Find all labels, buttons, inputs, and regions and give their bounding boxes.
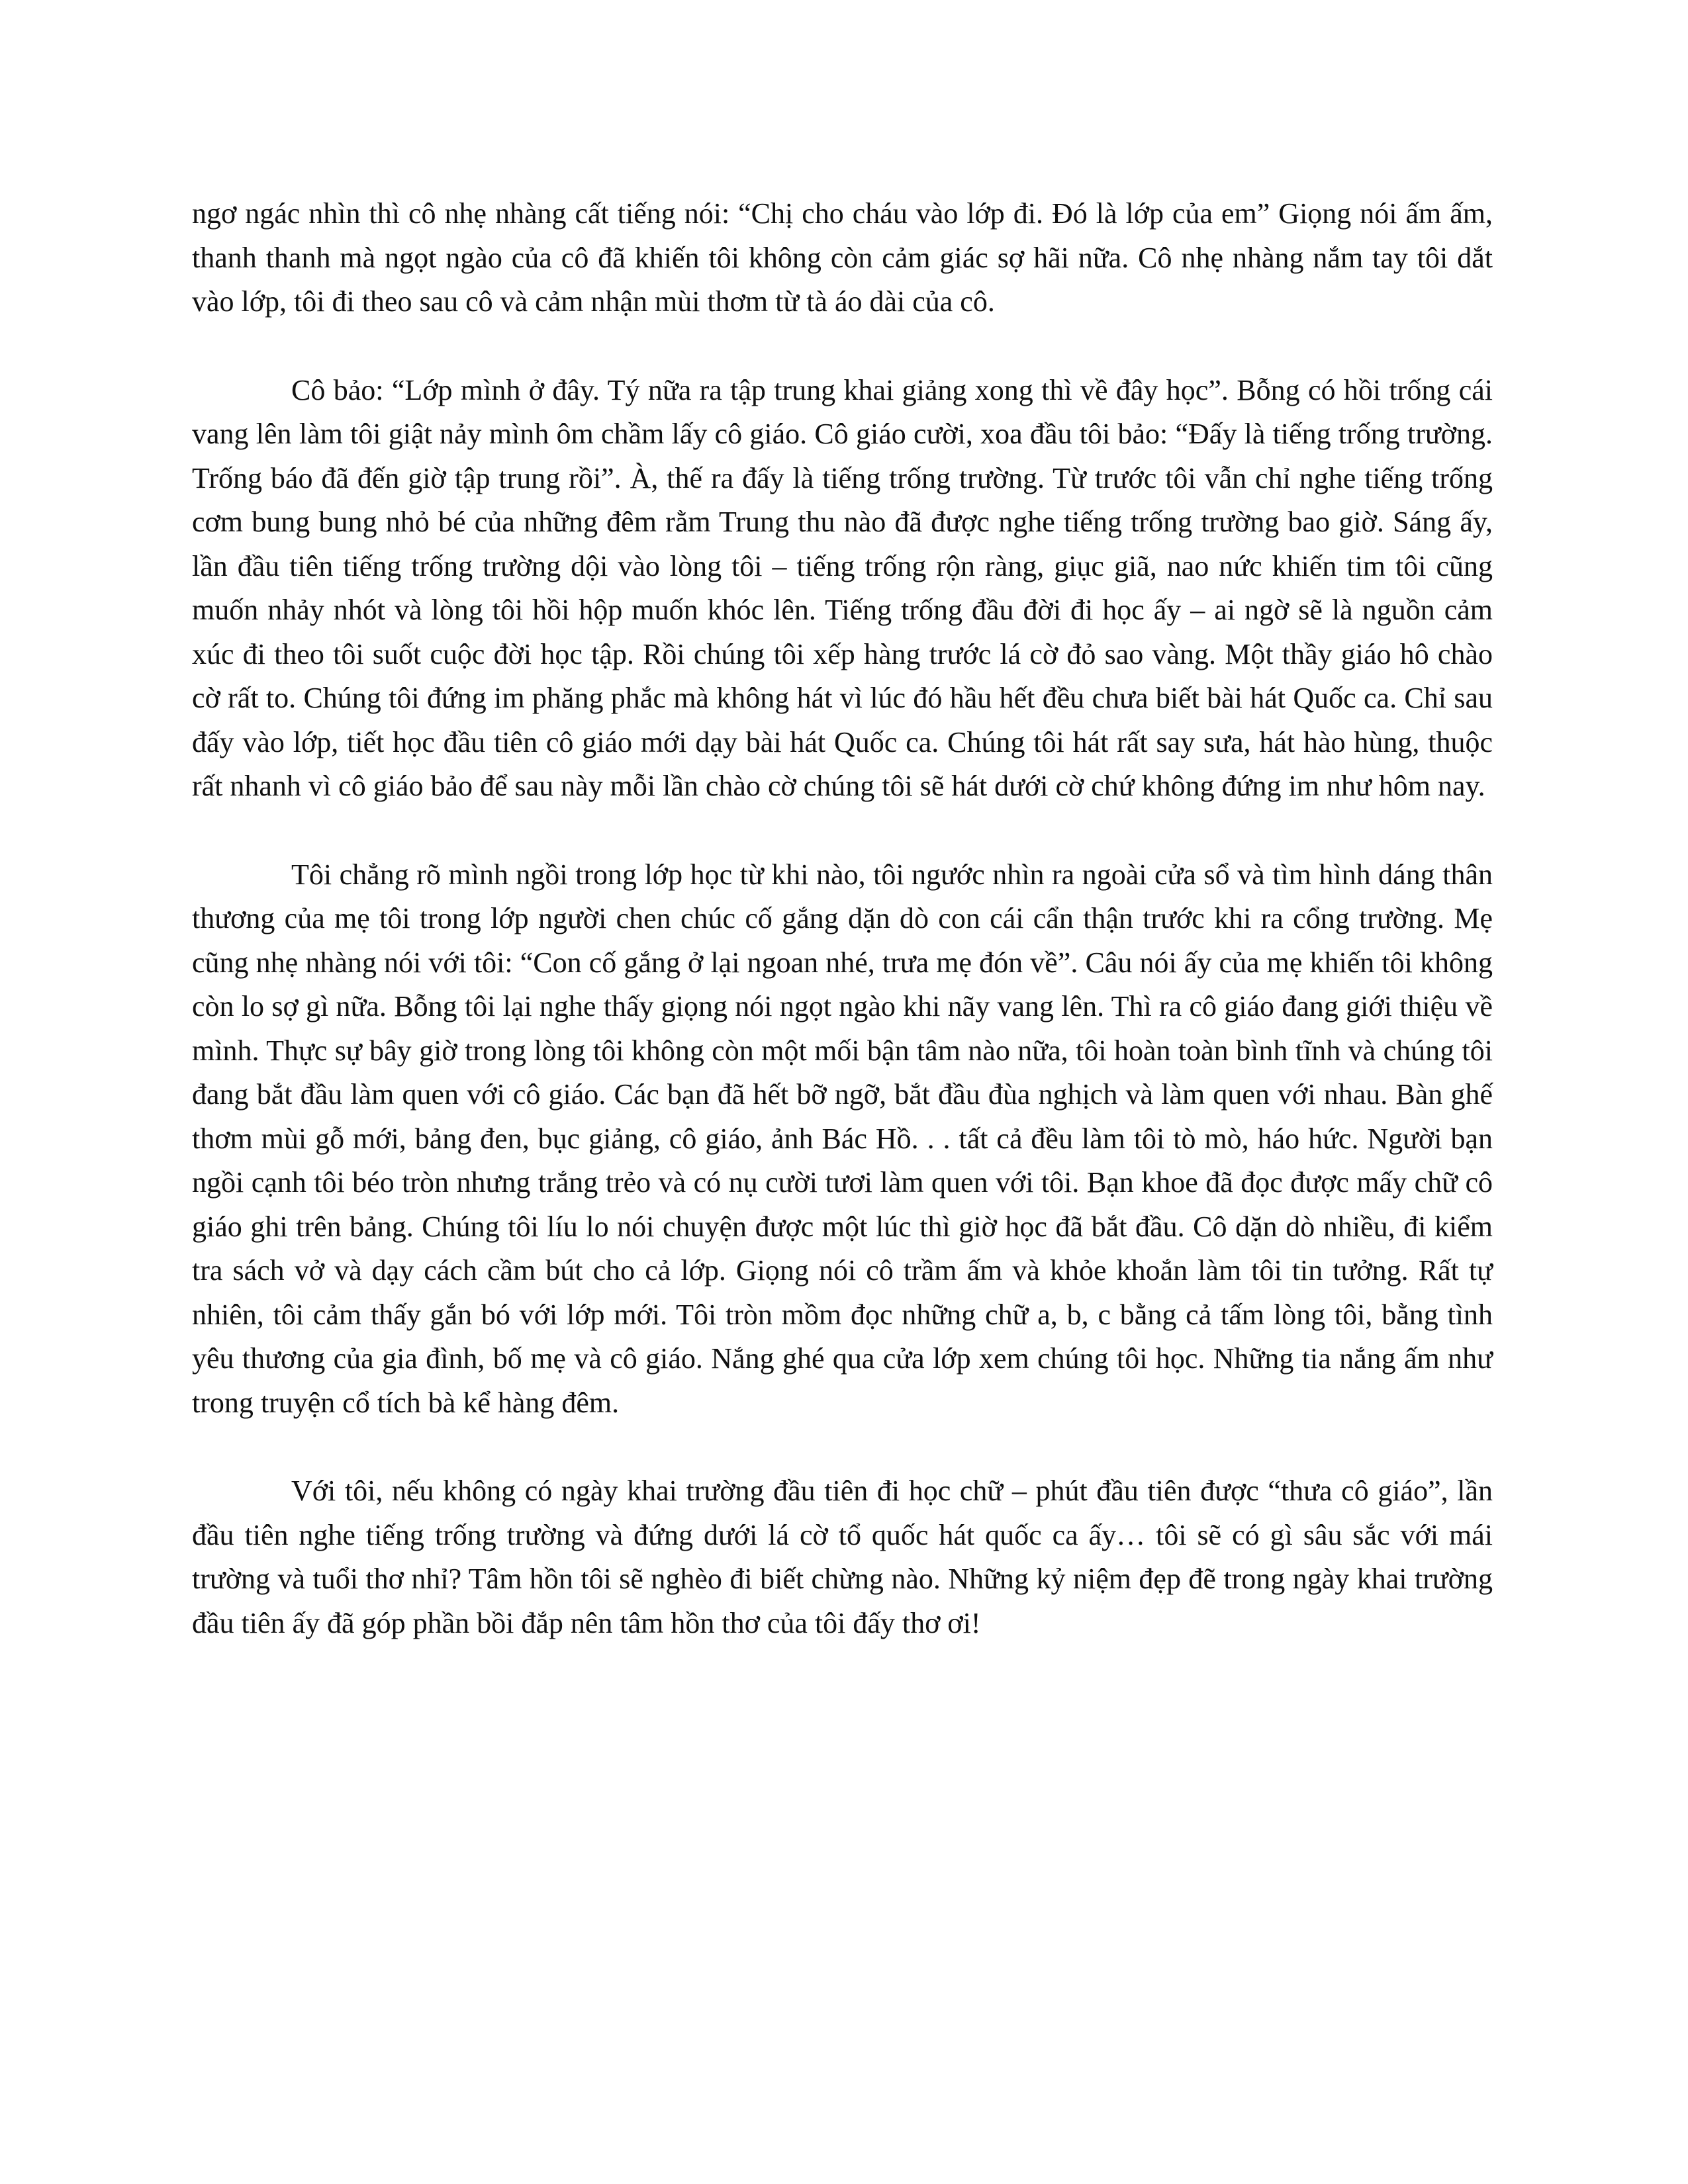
paragraph-2: Cô bảo: “Lớp mình ở đây. Tý nữa ra tập trung khai giảng xong thì về đây học”. Bỗng có hồi trống cái vang lên làm tôi giật nảy mình ôm chầm lấy cô giáo. Cô giáo cười, xoa đầu tôi bảo: “Đấy là tiếng trống trường. Trống báo đã đến giờ tập trung rồi”. À, thế ra đấy là tiếng trống trường. Từ trước tôi vẫn chỉ nghe tiếng trống cơm bung bung nhỏ bé của những đêm rằm Trung thu nào đã được nghe tiếng trống trường bao giờ. Sáng ấy, lần đầu tiên tiếng trống trường dội vào lòng tôi – tiếng trống rộn ràng, giục giã, nao nức khiến tim tôi cũng muốn nhảy nhót và lòng tôi hồi hộp muốn khóc lên. Tiếng trống đầu đời đi học ấy – ai ngờ sẽ là nguồn cảm xúc đi theo tôi suốt cuộc đời học tập. Rồi chúng tôi xếp hàng trước lá cờ đỏ sao vàng. Một thầy giáo hô chào cờ rất to. Chúng tôi đứng im phăng phắc mà không hát vì lúc đó hầu hết đều chưa biết bài hát Quốc ca. Chỉ sau đấy vào lớp, tiết học đầu tiên cô giáo mới dạy bài hát Quốc ca. Chúng tôi hát rất say sưa, hát hào hùng, thuộc rất nhanh vì cô giáo bảo để sau này mỗi lần chào cờ chúng tôi sẽ hát dưới cờ chứ không đứng im như hôm nay. [192,373,1493,802]
document-page [192,192,1493,1645]
paragraph-4: Với tôi, nếu không có ngày khai trường đầu tiên đi học chữ – phút đầu tiên được “thưa cô giáo”, lần đầu tiên nghe tiếng trống trường và đứng dưới lá cờ tổ quốc hát quốc ca ấy… tôi sẽ có gì sâu sắc với mái trường và tuổi thơ nhỉ? Tâm hồn tôi sẽ nghèo đi biết chừng nào. Những kỷ niệm đẹp đẽ trong ngày khai trường đầu tiên ấy đã góp phần bồi đắp nên tâm hồn thơ của tôi đấy thơ ơi! [192,1475,1493,1639]
paragraph-3: Tôi chẳng rõ mình ngồi trong lớp học từ khi nào, tôi ngước nhìn ra ngoài cửa sổ và tìm hình dáng thân thương của mẹ tôi trong lớp người chen chúc cố gắng dặn dò con cái cẩn thận trước khi ra cổng trường. Mẹ cũng nhẹ nhàng nói với tôi: “Con cố gắng ở lại ngoan nhé, trưa mẹ đón về”. Câu nói ấy của mẹ khiến tôi không còn lo sợ gì nữa. Bỗng tôi lại nghe thấy giọng nói ngọt ngào khi nãy vang lên. Thì ra cô giáo đang giới thiệu về mình. Thực sự bây giờ trong lòng tôi không còn một mối bận tâm nào nữa, tôi hoàn toàn bình tĩnh và chúng tôi đang bắt đầu làm quen với cô giáo. Các bạn đã hết bỡ ngỡ, bắt đầu đùa nghịch và làm quen với nhau. Bàn ghế thơm mùi gỗ mới, bảng đen, bục giảng, cô giáo, ảnh Bác Hồ. . . tất cả đều làm tôi tò mò, háo hức. Người bạn ngồi cạnh tôi béo tròn nhưng trắng trẻo và có nụ cười tươi làm quen với tôi. Bạn khoe đã đọc được mấy chữ cô giáo ghi trên bảng. Chúng tôi líu lo nói chuyện được một lúc thì giờ học đã bắt đầu. Cô dặn dò nhiều, đi kiểm tra sách vở và dạy cách cầm bút cho cả lớp. Giọng nói cô trầm ấm và khỏe khoắn làm tôi tin tưởng. Rất tự nhiên, tôi cảm thấy gắn bó với lớp mới. Tôi tròn mồm đọc những chữ a, b, c bằng cả tấm lòng tôi, bằng tình yêu thương của gia đình, bố mẹ và cô giáo. Nắng ghé qua cửa lớp xem chúng tôi học. Những tia nắng ấm như trong truyện cổ tích bà kể hàng đêm. [192,858,1493,1419]
paragraph-1: ngơ ngác nhìn thì cô nhẹ nhàng cất tiếng nói: “Chị cho cháu vào lớp đi. Đó là lớp của em” Giọng nói ấm ấm, thanh thanh mà ngọt ngào của cô đã khiến tôi không còn cảm giác sợ hãi nữa. Cô nhẹ nhàng nắm tay tôi dắt vào lớp, tôi đi theo sau cô và cảm nhận mùi thơm từ tà áo dài của cô. [192,197,1493,318]
